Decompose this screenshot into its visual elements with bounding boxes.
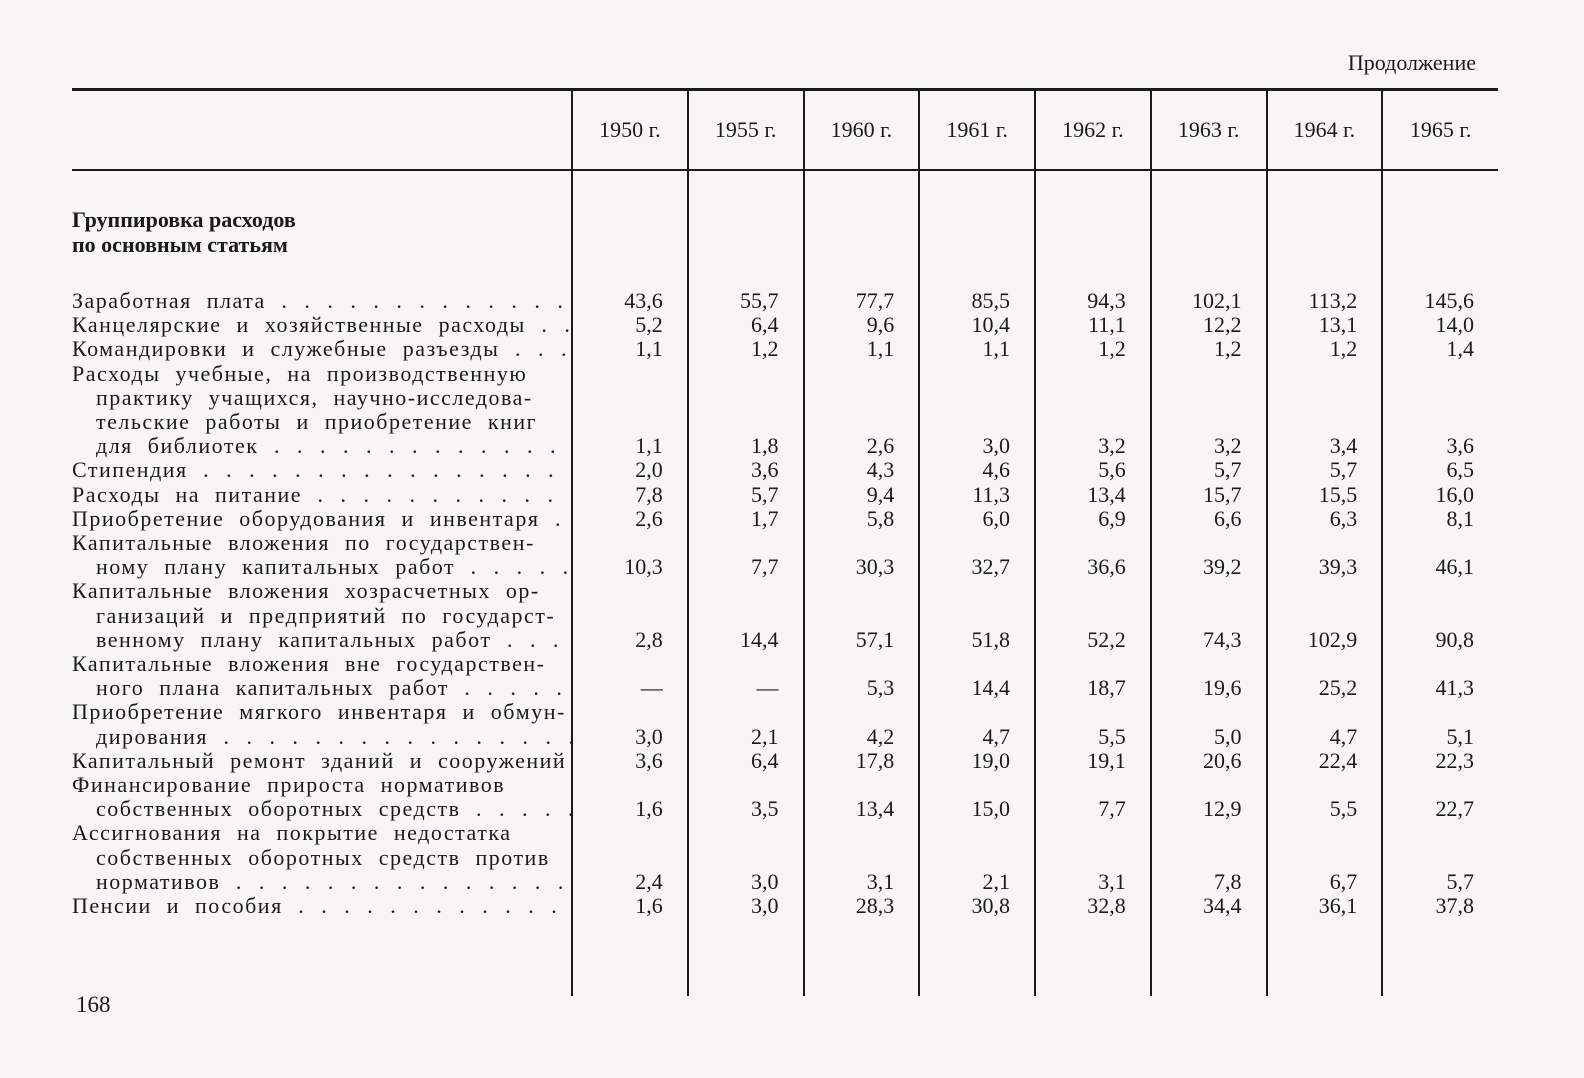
value-cell: 3,2	[1035, 362, 1151, 459]
value-cell: 5,0	[1151, 700, 1267, 748]
value-cell: 9,4	[804, 483, 920, 507]
row-label	[72, 652, 572, 700]
value-cell: 46,1	[1382, 531, 1498, 579]
row-label	[72, 579, 572, 652]
value-cell: 9,6	[804, 313, 920, 337]
table-row	[72, 362, 1498, 459]
value-cell: 20,6	[1151, 749, 1267, 773]
value-cell: 3,0	[572, 700, 688, 748]
row-label	[72, 337, 572, 361]
row-label-line: Приобретение оборудования и инвентаря . . .	[72, 507, 563, 531]
year-header: 1960 г.	[804, 90, 920, 171]
table-row	[72, 579, 1498, 652]
row-label	[72, 749, 572, 773]
value-cell: 14,4	[919, 652, 1035, 700]
empty-cell	[804, 170, 920, 289]
row-label-line: Стипендия . . .	[72, 458, 563, 482]
value-cell: 22,7	[1382, 773, 1498, 821]
value-cell: 5,3	[804, 652, 920, 700]
year-header: 1965 г.	[1382, 90, 1498, 171]
value-cell: 6,3	[1267, 507, 1383, 531]
value-cell: 15,7	[1151, 483, 1267, 507]
table-row	[72, 483, 1498, 507]
value-cell: 12,9	[1151, 773, 1267, 821]
value-cell: 90,8	[1382, 579, 1498, 652]
value-cell: 14,0	[1382, 313, 1498, 337]
value-cell: 19,1	[1035, 749, 1151, 773]
empty-cell	[688, 170, 804, 289]
row-label	[72, 894, 572, 918]
value-cell: 16,0	[1382, 483, 1498, 507]
value-cell: 52,2	[1035, 579, 1151, 652]
empty-cell	[919, 918, 1035, 996]
row-label-line: для библиотек . . .	[72, 434, 563, 458]
value-cell: 6,9	[1035, 507, 1151, 531]
empty-cell	[572, 918, 688, 996]
value-cell: 43,6	[572, 289, 688, 313]
value-cell: 4,7	[919, 700, 1035, 748]
row-label-line: ганизаций и предприятий по государст-	[96, 602, 556, 628]
value-cell: 1,8	[688, 362, 804, 459]
value-cell: 3,0	[688, 821, 804, 894]
expenditure-table	[72, 88, 1498, 996]
empty-cell	[804, 918, 920, 996]
table-row	[72, 652, 1498, 700]
table-row	[72, 337, 1498, 361]
table-row	[72, 700, 1498, 748]
value-cell: 13,4	[1035, 483, 1151, 507]
row-label	[72, 313, 572, 337]
year-header: 1963 г.	[1151, 90, 1267, 171]
value-cell: 3,6	[1382, 362, 1498, 459]
value-cell: 11,1	[1035, 313, 1151, 337]
value-cell: 2,1	[688, 700, 804, 748]
header-row	[72, 90, 1498, 171]
row-label	[72, 531, 572, 579]
value-cell: 5,5	[1267, 773, 1383, 821]
row-label-line: тельские работы и приобретение книг	[96, 409, 538, 435]
table-row	[72, 531, 1498, 579]
value-cell: 1,6	[572, 773, 688, 821]
row-label-line: Капитальный ремонт зданий и сооружений . . .	[72, 749, 563, 773]
value-cell: 18,7	[1035, 652, 1151, 700]
value-cell: 14,4	[688, 579, 804, 652]
value-cell: 25,2	[1267, 652, 1383, 700]
value-cell: 2,1	[919, 821, 1035, 894]
value-cell: 15,0	[919, 773, 1035, 821]
value-cell: 7,8	[572, 483, 688, 507]
value-cell: 55,7	[688, 289, 804, 313]
expenditure-table-container	[72, 88, 1498, 996]
value-cell: 1,1	[919, 337, 1035, 361]
empty-cell	[1382, 170, 1498, 289]
value-cell: 5,6	[1035, 458, 1151, 482]
value-cell: 5,7	[1151, 458, 1267, 482]
row-label	[72, 507, 572, 531]
value-cell: 57,1	[804, 579, 920, 652]
group-heading-line: по основным статьям	[72, 232, 288, 257]
value-cell: 8,1	[1382, 507, 1498, 531]
value-cell: 1,6	[572, 894, 688, 918]
value-cell: 1,7	[688, 507, 804, 531]
row-label-line: ного плана капитальных работ . . .	[72, 676, 563, 700]
row-label-line: дирования . . .	[72, 725, 563, 749]
value-cell: 17,8	[804, 749, 920, 773]
value-cell: 13,1	[1267, 313, 1383, 337]
value-cell: 7,8	[1151, 821, 1267, 894]
row-label-line: нормативов . . .	[72, 870, 563, 894]
value-cell: 1,1	[804, 337, 920, 361]
value-cell: 15,5	[1267, 483, 1383, 507]
table-row	[72, 289, 1498, 313]
value-cell: 1,1	[572, 362, 688, 459]
value-cell: 2,0	[572, 458, 688, 482]
row-label-line: Пенсии и пособия . . .	[72, 894, 563, 918]
group-heading-row	[72, 170, 1498, 289]
value-cell: 4,7	[1267, 700, 1383, 748]
year-header: 1964 г.	[1267, 90, 1383, 171]
year-header: 1961 г.	[919, 90, 1035, 171]
value-cell: 85,5	[919, 289, 1035, 313]
row-label	[72, 821, 572, 894]
value-cell: 6,6	[1151, 507, 1267, 531]
value-cell: 5,7	[688, 483, 804, 507]
empty-cell	[572, 170, 688, 289]
value-cell: 3,0	[919, 362, 1035, 459]
table-bottom-spacer	[72, 918, 1498, 996]
row-label-line: Ассигнования на покрытие недостатка	[72, 821, 512, 846]
value-cell: 39,3	[1267, 531, 1383, 579]
value-cell: 3,6	[572, 749, 688, 773]
group-heading-line: Группировка расходов	[72, 207, 296, 232]
value-cell: 6,4	[688, 313, 804, 337]
value-cell: 1,2	[1267, 337, 1383, 361]
table-row	[72, 313, 1498, 337]
empty-cell	[919, 170, 1035, 289]
row-label-line: практику учащихся, научно-исследова-	[96, 384, 533, 410]
label-column-header	[72, 90, 572, 171]
value-cell: 5,1	[1382, 700, 1498, 748]
table-row	[72, 458, 1498, 482]
value-cell: 4,3	[804, 458, 920, 482]
value-cell: 10,3	[572, 531, 688, 579]
table-row	[72, 773, 1498, 821]
value-cell: 1,1	[572, 337, 688, 361]
value-cell: 51,8	[919, 579, 1035, 652]
value-cell: 74,3	[1151, 579, 1267, 652]
value-cell: 10,4	[919, 313, 1035, 337]
row-label-line: ному плану капитальных работ . . .	[72, 555, 563, 579]
table-row	[72, 821, 1498, 894]
value-cell: 1,2	[1035, 337, 1151, 361]
value-cell: 3,1	[1035, 821, 1151, 894]
value-cell: 4,6	[919, 458, 1035, 482]
value-cell: 5,5	[1035, 700, 1151, 748]
value-cell: 36,1	[1267, 894, 1383, 918]
value-cell: 7,7	[688, 531, 804, 579]
value-cell: 3,6	[688, 458, 804, 482]
row-label	[72, 700, 572, 748]
row-label-line: Финансирование прироста нормативов	[72, 773, 506, 798]
table-row	[72, 894, 1498, 918]
row-label-line: Приобретение мягкого инвентаря и обмун-	[72, 700, 566, 725]
row-label-line: Расходы на питание . . .	[72, 483, 563, 507]
value-cell: 77,7	[804, 289, 920, 313]
row-label-line: Капитальные вложения вне государствен-	[72, 652, 546, 677]
value-cell: 6,5	[1382, 458, 1498, 482]
value-cell: 34,4	[1151, 894, 1267, 918]
value-cell: 37,8	[1382, 894, 1498, 918]
continuation-label: Продолжение	[1347, 50, 1476, 75]
empty-cell	[1035, 918, 1151, 996]
value-cell: 6,0	[919, 507, 1035, 531]
value-cell: 5,8	[804, 507, 920, 531]
value-cell: 5,7	[1382, 821, 1498, 894]
value-cell: 1,4	[1382, 337, 1498, 361]
value-cell: 2,8	[572, 579, 688, 652]
value-cell: 4,2	[804, 700, 920, 748]
empty-cell	[1382, 918, 1498, 996]
value-cell: 3,4	[1267, 362, 1383, 459]
value-cell: 30,3	[804, 531, 920, 579]
value-cell: 13,4	[804, 773, 920, 821]
value-cell: 19,6	[1151, 652, 1267, 700]
row-label-line: венному плану капитальных работ . . .	[72, 628, 563, 652]
row-label	[72, 483, 572, 507]
value-cell: 5,2	[572, 313, 688, 337]
empty-cell	[1151, 170, 1267, 289]
value-cell: 32,7	[919, 531, 1035, 579]
table-body	[72, 170, 1498, 996]
value-cell: 30,8	[919, 894, 1035, 918]
row-label-line: Капитальные вложения по государствен-	[72, 531, 535, 556]
year-header: 1962 г.	[1035, 90, 1151, 171]
value-cell: —	[688, 652, 804, 700]
value-cell: 102,1	[1151, 289, 1267, 313]
value-cell: 19,0	[919, 749, 1035, 773]
page-number: 168	[76, 992, 111, 1017]
row-label-line: Командировки и служебные разъезды . . .	[72, 337, 563, 361]
row-label-line: собственных оборотных средств . . .	[72, 797, 563, 821]
empty-cell	[1267, 170, 1383, 289]
value-cell: 5,7	[1267, 458, 1383, 482]
value-cell: 12,2	[1151, 313, 1267, 337]
value-cell: 22,4	[1267, 749, 1383, 773]
year-header: 1955 г.	[688, 90, 804, 171]
value-cell: 36,6	[1035, 531, 1151, 579]
year-header: 1950 г.	[572, 90, 688, 171]
row-label	[72, 773, 572, 821]
row-label-line: собственных оборотных средств против	[96, 844, 550, 870]
value-cell: 7,7	[1035, 773, 1151, 821]
table-row	[72, 749, 1498, 773]
value-cell: 3,0	[688, 894, 804, 918]
row-label-line: Канцелярские и хозяйственные расходы . . .	[72, 313, 563, 337]
group-heading	[72, 207, 563, 257]
row-label	[72, 458, 572, 482]
value-cell: —	[572, 652, 688, 700]
empty-cell	[72, 918, 572, 996]
row-label	[72, 362, 572, 459]
empty-cell	[1035, 170, 1151, 289]
value-cell: 94,3	[1035, 289, 1151, 313]
row-label-line: Расходы учебные, на производственную	[72, 361, 528, 386]
group-heading-cell	[72, 170, 572, 289]
value-cell: 6,4	[688, 749, 804, 773]
value-cell: 6,7	[1267, 821, 1383, 894]
empty-cell	[1267, 918, 1383, 996]
value-cell: 113,2	[1267, 289, 1383, 313]
value-cell: 11,3	[919, 483, 1035, 507]
value-cell: 2,4	[572, 821, 688, 894]
value-cell: 102,9	[1267, 579, 1383, 652]
value-cell: 145,6	[1382, 289, 1498, 313]
value-cell: 3,1	[804, 821, 920, 894]
value-cell: 22,3	[1382, 749, 1498, 773]
value-cell: 2,6	[804, 362, 920, 459]
value-cell: 28,3	[804, 894, 920, 918]
row-label	[72, 289, 572, 313]
empty-cell	[1151, 918, 1267, 996]
value-cell: 2,6	[572, 507, 688, 531]
value-cell: 1,2	[1151, 337, 1267, 361]
value-cell: 3,2	[1151, 362, 1267, 459]
value-cell: 41,3	[1382, 652, 1498, 700]
empty-cell	[688, 918, 804, 996]
row-label-line: Заработная плата . . .	[72, 289, 563, 313]
table-row	[72, 507, 1498, 531]
value-cell: 32,8	[1035, 894, 1151, 918]
value-cell: 1,2	[688, 337, 804, 361]
value-cell: 3,5	[688, 773, 804, 821]
row-label-line: Капитальные вложения хозрасчетных ор-	[72, 579, 540, 604]
value-cell: 39,2	[1151, 531, 1267, 579]
